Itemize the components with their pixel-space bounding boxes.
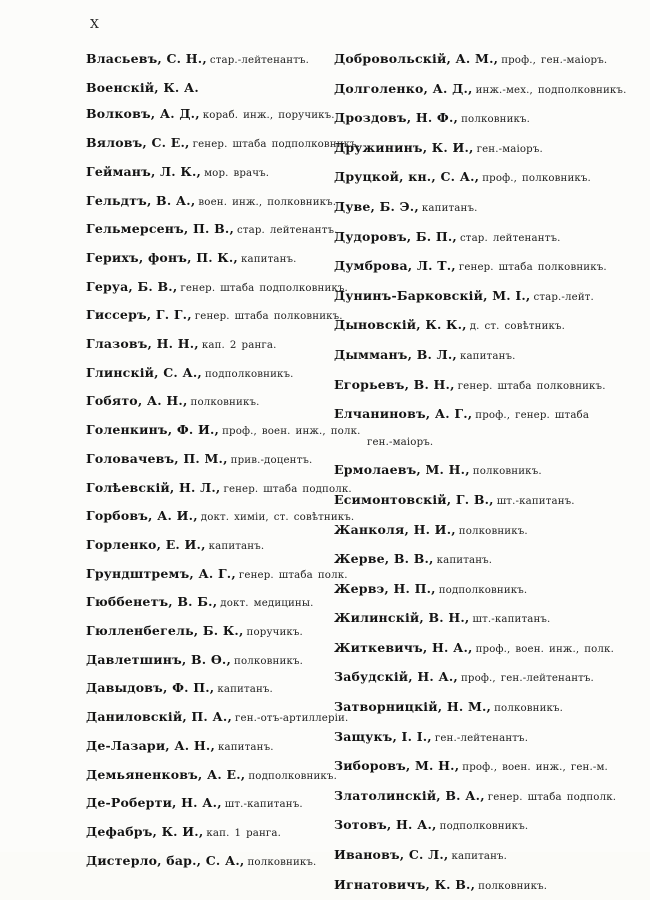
list-item bbox=[334, 575, 614, 605]
person-rank: подполковникъ. bbox=[438, 584, 528, 596]
person-rank: генер. штаба подполковникъ. bbox=[192, 139, 361, 151]
list-item bbox=[86, 732, 338, 761]
person-name: Жилинскій, В. Н., bbox=[334, 610, 470, 626]
person-name: Долголенко, А. Д., bbox=[334, 80, 473, 96]
person-name: Де-Лазари, А. Н., bbox=[86, 737, 215, 753]
person-name: Игнатовичъ, К. В., bbox=[334, 876, 476, 892]
person-name: Дроздовъ, Н. Ф., bbox=[334, 110, 459, 126]
person-name: Давлетшинъ, В. Ѳ., bbox=[86, 651, 232, 667]
list-item bbox=[86, 617, 338, 646]
person-name: Военскій, К. А. bbox=[86, 79, 199, 95]
person-rank: шт.-капитанъ. bbox=[496, 495, 575, 507]
list-item bbox=[86, 129, 361, 158]
list-item bbox=[86, 74, 338, 101]
person-name: Гюлленбегель, Б. К., bbox=[86, 623, 244, 639]
person-rank: полковникъ. bbox=[234, 655, 303, 667]
person-rank: генер. штаба полковникъ. bbox=[457, 380, 606, 392]
person-name: Давыдовъ, Ф. П., bbox=[86, 680, 215, 696]
person-name: Герихъ, фонъ, П. К., bbox=[86, 249, 238, 265]
person-rank: генер. штаба полковникъ. bbox=[458, 262, 607, 274]
person-name: Голенкинъ, Ф. И., bbox=[86, 422, 220, 438]
person-rank: капитанъ. bbox=[451, 851, 508, 863]
list-item bbox=[86, 215, 338, 244]
person-rank: ген.-отъ-артиллеріи. bbox=[235, 713, 349, 725]
person-rank: подполковникъ. bbox=[204, 368, 294, 380]
person-rank: капитанъ. bbox=[240, 253, 297, 265]
person-name: Жерве, В. В., bbox=[334, 551, 434, 567]
person-name: Даниловскій, П. А., bbox=[86, 709, 233, 725]
person-rank: кап. 2 ранга. bbox=[201, 340, 277, 352]
person-name: Волковъ, А. Д., bbox=[86, 106, 200, 122]
person-rank: стар. лейтенантъ. bbox=[237, 225, 338, 237]
list-item bbox=[86, 416, 361, 445]
person-name: Жанколя, Н. И., bbox=[334, 521, 456, 537]
list-item bbox=[334, 400, 614, 456]
person-rank: ген.-маіоръ. bbox=[476, 143, 543, 155]
list-item bbox=[334, 45, 614, 75]
list-item bbox=[86, 674, 338, 703]
person-rank: генер. штаба подполковникъ. bbox=[180, 282, 348, 294]
list-item bbox=[86, 474, 352, 503]
list-item bbox=[334, 193, 614, 223]
list-item bbox=[334, 663, 614, 693]
person-name: Забудскій, Н. А., bbox=[334, 669, 458, 685]
list-item bbox=[334, 223, 614, 253]
person-name: Гиссеръ, Г. Г., bbox=[86, 307, 192, 323]
person-rank: генер. штаба подполк. bbox=[487, 791, 617, 803]
list-item bbox=[334, 163, 614, 193]
person-name: Грундштремъ, А. Г., bbox=[86, 565, 236, 581]
person-name: Демьяненковъ, А. Е., bbox=[86, 766, 246, 782]
person-name: Гюббенетъ, В. Б., bbox=[86, 594, 218, 610]
list-item bbox=[334, 782, 617, 812]
list-item bbox=[334, 456, 614, 486]
page-number: X bbox=[90, 16, 99, 31]
person-rank: генер. штаба полковникъ. bbox=[194, 311, 343, 323]
person-rank: полковникъ. bbox=[190, 397, 260, 409]
list-item bbox=[334, 604, 614, 634]
list-item bbox=[334, 811, 614, 841]
person-rank: докт. химіи, ст. совѣтникъ. bbox=[200, 512, 355, 524]
person-rank: воен. инж., полковникъ. bbox=[198, 196, 337, 208]
person-name: Ивановъ, С. Л., bbox=[334, 847, 449, 863]
list-item bbox=[86, 761, 338, 790]
person-rank: генер. штаба подполк. bbox=[223, 483, 352, 495]
person-rank: прив.-доцентъ. bbox=[230, 454, 313, 466]
list-item bbox=[86, 301, 343, 330]
person-rank: подполковникъ. bbox=[248, 770, 337, 782]
list-item bbox=[334, 516, 614, 546]
person-rank: капитанъ. bbox=[208, 540, 265, 552]
list-item bbox=[334, 371, 614, 401]
list-item bbox=[334, 545, 614, 575]
person-rank: д. ст. совѣтникъ. bbox=[469, 321, 566, 333]
person-rank: стар. лейтенантъ. bbox=[459, 232, 561, 244]
person-name: Затворницкій, Н. М., bbox=[334, 699, 492, 715]
person-name: Думброва, Л. Т., bbox=[334, 258, 456, 274]
list-item bbox=[86, 560, 348, 589]
person-name: Гейманъ, Л. К., bbox=[86, 163, 202, 179]
name-list-column-left bbox=[86, 45, 361, 875]
person-rank: проф., полковникъ. bbox=[482, 173, 591, 185]
list-item bbox=[86, 187, 338, 216]
list-item bbox=[86, 100, 338, 129]
person-name: Ермолаевъ, М. Н., bbox=[334, 462, 470, 478]
person-name: Добровольскій, А. М., bbox=[334, 51, 499, 66]
list-item bbox=[86, 703, 349, 732]
person-rank: капитанъ. bbox=[459, 350, 516, 362]
list-item bbox=[334, 104, 614, 134]
list-item bbox=[86, 158, 338, 187]
person-name: Егорьевъ, В. Н., bbox=[334, 376, 455, 392]
list-item bbox=[334, 311, 614, 341]
person-name: Друцкой, кн., С. А., bbox=[334, 169, 480, 185]
person-rank: проф., воен. инж., полк. bbox=[222, 426, 361, 438]
list-item bbox=[334, 871, 614, 900]
person-rank: кораб. инж., поручикъ. bbox=[202, 110, 335, 122]
person-rank: полковникъ. bbox=[494, 703, 564, 715]
person-name: Власьевъ, С. Н., bbox=[86, 51, 207, 66]
person-name: Жервэ, Н. П., bbox=[334, 580, 436, 596]
person-name: Дудоровъ, Б. П., bbox=[334, 228, 457, 244]
list-item bbox=[334, 252, 614, 282]
person-name: Глинскій, С. А., bbox=[86, 364, 202, 380]
person-rank: шт.-капитанъ. bbox=[472, 614, 551, 626]
person-rank: полковникъ. bbox=[247, 856, 317, 868]
list-item bbox=[86, 45, 338, 74]
list-item bbox=[334, 752, 614, 782]
person-name: Де-Роберти, Н. А., bbox=[86, 795, 222, 811]
person-rank: проф., ген.-лейтенантъ. bbox=[460, 673, 594, 685]
person-rank: подполковникъ. bbox=[439, 821, 529, 833]
person-name: Житкевичъ, Н. А., bbox=[334, 639, 473, 655]
person-rank: кап. 1 ранга. bbox=[206, 827, 282, 839]
person-rank: генер. штаба полк. bbox=[238, 569, 348, 581]
person-rank: полковникъ. bbox=[458, 525, 528, 537]
list-item bbox=[334, 841, 614, 871]
list-item bbox=[86, 244, 338, 273]
name-list-column-right bbox=[334, 45, 627, 900]
person-rank: капитанъ. bbox=[218, 741, 274, 753]
person-name: Голѣевскій, Н. Л., bbox=[86, 479, 221, 495]
person-rank: поручикъ. bbox=[246, 627, 303, 639]
person-name: Защукъ, І. І., bbox=[334, 728, 432, 744]
list-item bbox=[86, 273, 348, 302]
list-item bbox=[86, 531, 338, 560]
person-rank: стар.-лейт. bbox=[533, 291, 594, 303]
person-name: Гельдтъ, В. А., bbox=[86, 192, 196, 208]
list-item bbox=[86, 588, 338, 617]
person-name: Горленко, Е. И., bbox=[86, 536, 206, 552]
person-rank: капитанъ. bbox=[421, 202, 478, 214]
person-name: Геруа, Б. В., bbox=[86, 278, 178, 294]
person-name: Дымманъ, В. Л., bbox=[334, 346, 457, 362]
person-name: Зотовъ, Н. А., bbox=[334, 817, 437, 833]
person-name: Гельмерсенъ, П. В., bbox=[86, 221, 235, 237]
person-name: Дыновскій, К. К., bbox=[334, 317, 467, 333]
person-name: Зиборовъ, М. Н., bbox=[334, 758, 460, 774]
person-rank: докт. медицины. bbox=[220, 598, 314, 610]
list-item bbox=[86, 445, 338, 474]
list-item bbox=[334, 134, 614, 164]
person-rank: инж.-мех., подполковникъ. bbox=[475, 84, 627, 96]
list-item bbox=[86, 847, 338, 876]
list-item bbox=[334, 634, 614, 664]
person-name: Гобято, А. Н., bbox=[86, 393, 188, 409]
list-item bbox=[86, 502, 355, 531]
list-item bbox=[334, 75, 627, 105]
list-item bbox=[334, 341, 614, 371]
list-item bbox=[86, 789, 338, 818]
person-name: Вяловъ, С. Е., bbox=[86, 135, 190, 151]
person-name: Дуве, Б. Э., bbox=[334, 198, 419, 214]
list-item bbox=[86, 818, 338, 847]
person-rank: мор. врачъ. bbox=[204, 167, 270, 179]
person-rank: полковникъ. bbox=[478, 880, 548, 892]
person-rank: полковникъ. bbox=[472, 466, 542, 478]
list-item bbox=[334, 282, 614, 312]
person-name: Елчаниновъ, А. Г., bbox=[334, 406, 473, 422]
person-name: Дистерло, бар., С. А., bbox=[86, 852, 245, 868]
person-rank: ген.-лейтенантъ. bbox=[434, 732, 529, 744]
list-item bbox=[86, 330, 338, 359]
list-item bbox=[334, 693, 614, 723]
person-name: Дефабръ, К. И., bbox=[86, 823, 204, 839]
person-rank-continuation: ген.-маіоръ. bbox=[367, 436, 434, 448]
person-rank: проф., ген.-маіоръ. bbox=[501, 55, 608, 66]
person-rank: проф., генер. штаба bbox=[475, 410, 590, 422]
list-item bbox=[86, 387, 338, 416]
person-rank: шт.-капитанъ. bbox=[224, 799, 303, 811]
list-item bbox=[86, 359, 338, 388]
list-item bbox=[334, 723, 614, 753]
person-name: Златолинскій, В. А., bbox=[334, 787, 485, 803]
list-item bbox=[334, 486, 614, 516]
person-name: Есимонтовскій, Г. В., bbox=[334, 491, 494, 507]
person-name: Дунинъ-Барковскій, М. І., bbox=[334, 287, 531, 303]
person-rank: проф., воен. инж., ген.-м. bbox=[462, 762, 608, 774]
person-rank: проф., воен. инж., полк. bbox=[475, 643, 614, 655]
person-name: Головачевъ, П. М., bbox=[86, 450, 228, 466]
person-name: Дружининъ, К. И., bbox=[334, 139, 474, 155]
list-item bbox=[86, 646, 338, 675]
person-rank: полковникъ. bbox=[461, 114, 531, 126]
person-name: Горбовъ, А. И., bbox=[86, 508, 198, 524]
person-rank: стар.-лейтенантъ. bbox=[209, 55, 310, 66]
person-rank: капитанъ. bbox=[436, 555, 493, 567]
person-name: Глазовъ, Н. Н., bbox=[86, 336, 199, 352]
person-rank: капитанъ. bbox=[217, 684, 273, 696]
